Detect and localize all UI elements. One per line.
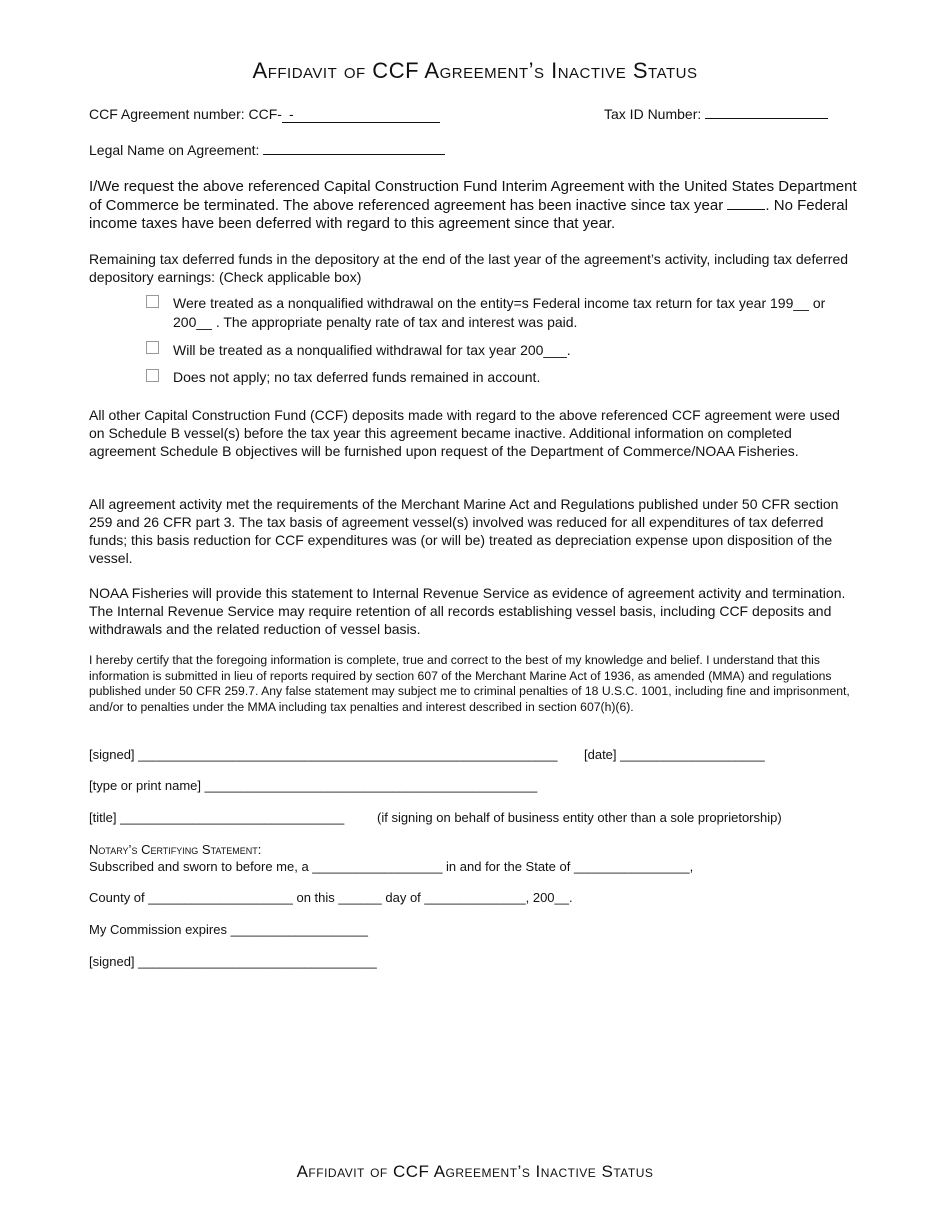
print-name-line[interactable]: [type or print name] ______________________________________________ (89, 778, 538, 793)
legal-name-field[interactable] (263, 142, 445, 155)
checkbox-label-treated: Were treated as a nonqualified withdrawal on the entity=s Federal income tax return for tax year 199__ or 200__ . The appropriate penalty rate of tax and interest was paid. (173, 295, 826, 330)
document-title: Affidavit of CCF Agreement’s Inactive Status (252, 58, 698, 83)
notary-commission-line[interactable]: My Commission expires ___________________ (89, 922, 368, 937)
tax-id-label: Tax ID Number: (604, 106, 702, 122)
legal-name-label: Legal Name on Agreement: (89, 142, 260, 158)
irs-paragraph: NOAA Fisheries will provide this statement to Internal Revenue Service as evidence of agreement activity and termination. The Internal Revenue Service may require retention of all records establishing vessel basis, including CCF deposits and withdrawals and the related reduction of vessel basis. (89, 585, 846, 637)
date-line[interactable]: [date] ____________________ (584, 747, 765, 762)
signed-line[interactable]: [signed] __________________________________________________________ (89, 747, 558, 762)
remaining-funds-paragraph: Remaining tax deferred funds in the depository at the end of the last year of the agreement’s activity, including tax deferred depository earnings: (Check applicable box) (89, 251, 849, 285)
agreement-number-label: CCF Agreement number: CCF- (89, 106, 282, 122)
request-text-continued: . No Federal income taxes have been deferred with regard to this agreement since that year. (89, 196, 848, 232)
certification-paragraph: I hereby certify that the foregoing information is complete, true and correct to the best of my knowledge and belief. I understand that this information is submitted in lieu of reports required by section 607 of the Merchant Marine Act of 1936, as amended (MMA) and regulations published under 50 CFR 259.7. Any false statement may subject me to criminal penalties of 18 U.S.C. 1001, including fine and imprisonment, and/or to penalties under the MMA including tax penalties and interest described in section 607(h)(6). (89, 653, 850, 714)
tax-id-row (604, 106, 828, 122)
inactive-year-field[interactable] (727, 197, 765, 210)
requirements-paragraph: All agreement activity met the requirements of the Merchant Marine Act and Regulations published under 50 CFR section 259 and 26 CFR part 3. The tax basis of agreement vessel(s) involved was reduced for all expenditures of tax deferred funds; this basis reduction for CCF expenditures was (or will be) treated as depreciation expense upon disposition of the vessel. (89, 496, 839, 566)
agreement-number-row (89, 106, 440, 123)
checkbox-label-will-be-treated: Will be treated as a nonqualified withdrawal for tax year 200___. (173, 342, 571, 358)
notary-county-line[interactable]: County of ____________________ on this ______ day of ______________, 200__. (89, 890, 573, 905)
tax-id-field[interactable] (705, 106, 828, 119)
legal-name-row (89, 142, 445, 158)
checkbox-will-be-treated[interactable] (146, 341, 159, 354)
deposits-paragraph: All other Capital Construction Fund (CCF) deposits made with regard to the above referenced CCF agreement were used on Schedule B vessel(s) before the tax year this agreement became inactive. Additional information on completed agreement Schedule B objectives will be furnished upon request of the Department of Commerce/NOAA Fisheries. (89, 407, 840, 459)
notary-sworn-line[interactable]: Subscribed and sworn to before me, a __________________ in and for the State of ________________, (89, 859, 694, 874)
checkbox-does-not-apply[interactable] (146, 369, 159, 382)
title-note: (if signing on behalf of business entity other than a sole proprietorship) (377, 810, 782, 825)
notary-signed-line[interactable]: [signed] _________________________________ (89, 954, 377, 969)
title-line[interactable]: [title] _______________________________ (89, 810, 345, 825)
checkbox-treated-as-withdrawal[interactable] (146, 295, 159, 308)
request-paragraph (89, 178, 859, 234)
notary-heading: Notary’s Certifying Statement: (89, 842, 262, 857)
agreement-number-field[interactable] (282, 106, 440, 123)
agreement-number-value: - (288, 106, 294, 122)
footer-title: Affidavit of CCF Agreement’s Inactive Status (296, 1162, 654, 1181)
checkbox-label-does-not-apply: Does not apply; no tax deferred funds remained in account. (173, 369, 541, 385)
request-text: I/We request the above referenced Capital Construction Fund Interim Agreement with the United States Department of Commerce be terminated. The above referenced agreement has been inactive since tax year (89, 178, 857, 214)
